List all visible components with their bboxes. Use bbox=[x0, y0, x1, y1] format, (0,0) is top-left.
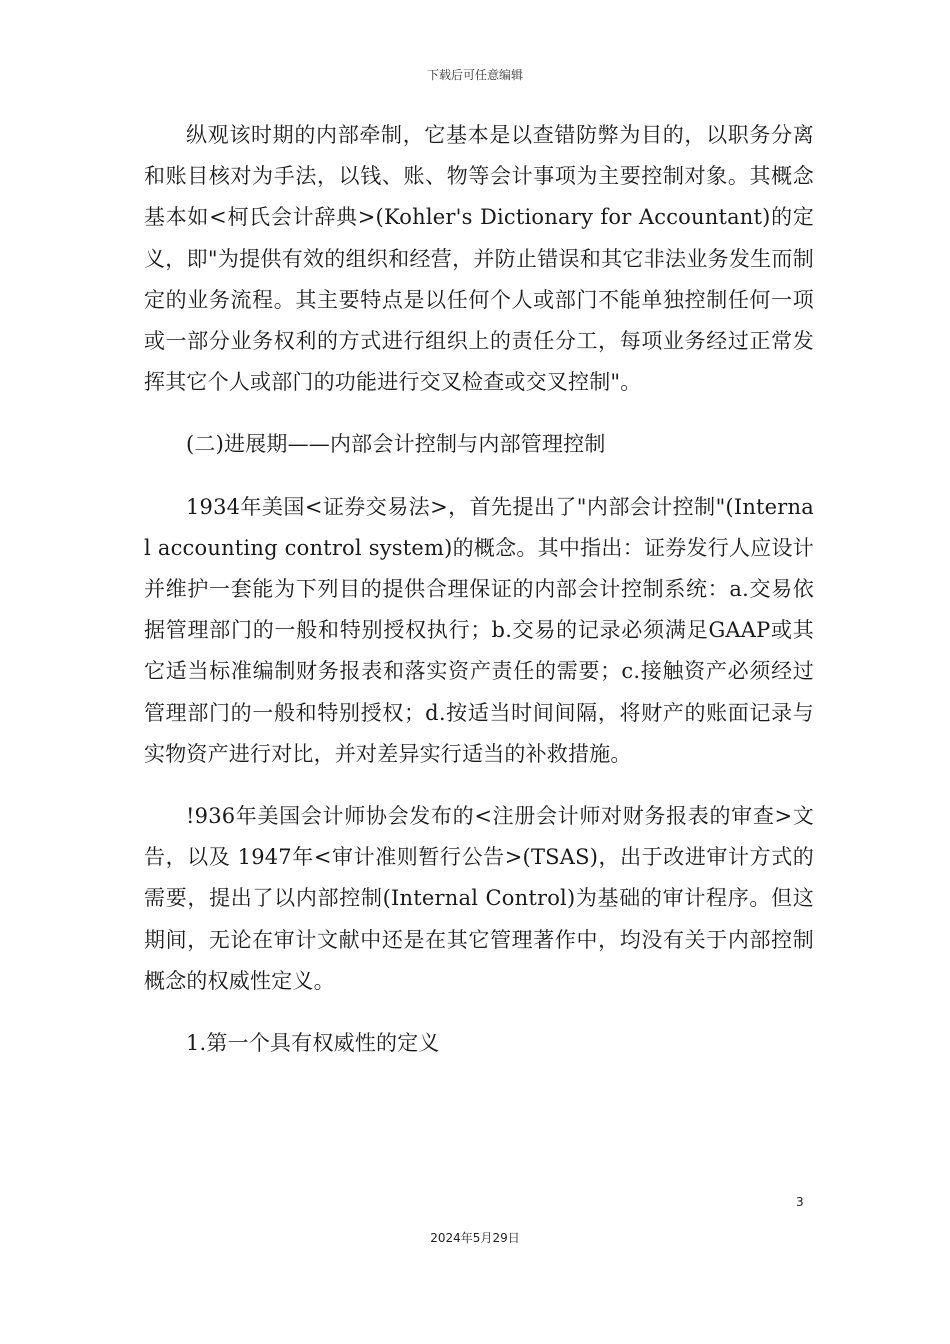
subheading-first-authoritative-definition: 1.第一个具有权威性的定义 bbox=[186, 1031, 440, 1056]
section-heading-development-period: (二)进展期——内部会计控制与内部管理控制 bbox=[186, 432, 606, 457]
paragraph-internal-check-overview: 纵观该时期的内部牵制，它基本是以查错防弊为目的，以职务分离和账目核对为手法，以钱、账、物等会计事项为主要控制对象。其概念基本如<柯氏会计辞典>(Kohler's Dictionary for Accountant)的定义，即"为提供有效的组织和经营，并防止错误和其它非法业务发生而制定的业务流程。其主要特点是以任何个人或部门不能单独控制任何一项或一部分业务权利的方式进行组织上的责任分工，每项业务经过正常发挥其它个人或部门的功能进行交叉检查或交叉控制"。 bbox=[144, 123, 814, 395]
page-number: 3 bbox=[796, 1195, 804, 1209]
page-footer-date: 2024年5月29日 bbox=[430, 1231, 520, 1245]
paragraph-aicpa-1936: !936年美国会计师协会发布的<注册会计师对财务报表的审查>文告，以及 1947年<审计准则暂行公告>(TSAS)，出于改进审计方式的需要，提出了以内部控制(Internal Control)为基础的审计程序。但这期间，无论在审计文献中还是在其它管理著作中，均没有关于内部控制概念的权威性定义。 bbox=[144, 804, 814, 993]
document-body bbox=[144, 115, 814, 1085]
paragraph-securities-exchange-act: 1934年美国<证券交易法>，首先提出了"内部会计控制"(Internal accounting control system)的概念。其中指出：证券发行人应设计并维护一套能为下列目的提供合理保证的内部会计控制系统：a.交易依据管理部门的一般和特别授权执行；b.交易的记录必须满足GAAP或其它适当标准编制财务报表和落实资产责任的需要；c.接触资产必须经过管理部门的一般和特别授权；d.按适当时间间隔，将财产的账面记录与实物资产进行对比，并对差异实行适当的补救措施。 bbox=[144, 494, 814, 766]
page-header: 下载后可任意编辑 bbox=[426, 68, 523, 82]
